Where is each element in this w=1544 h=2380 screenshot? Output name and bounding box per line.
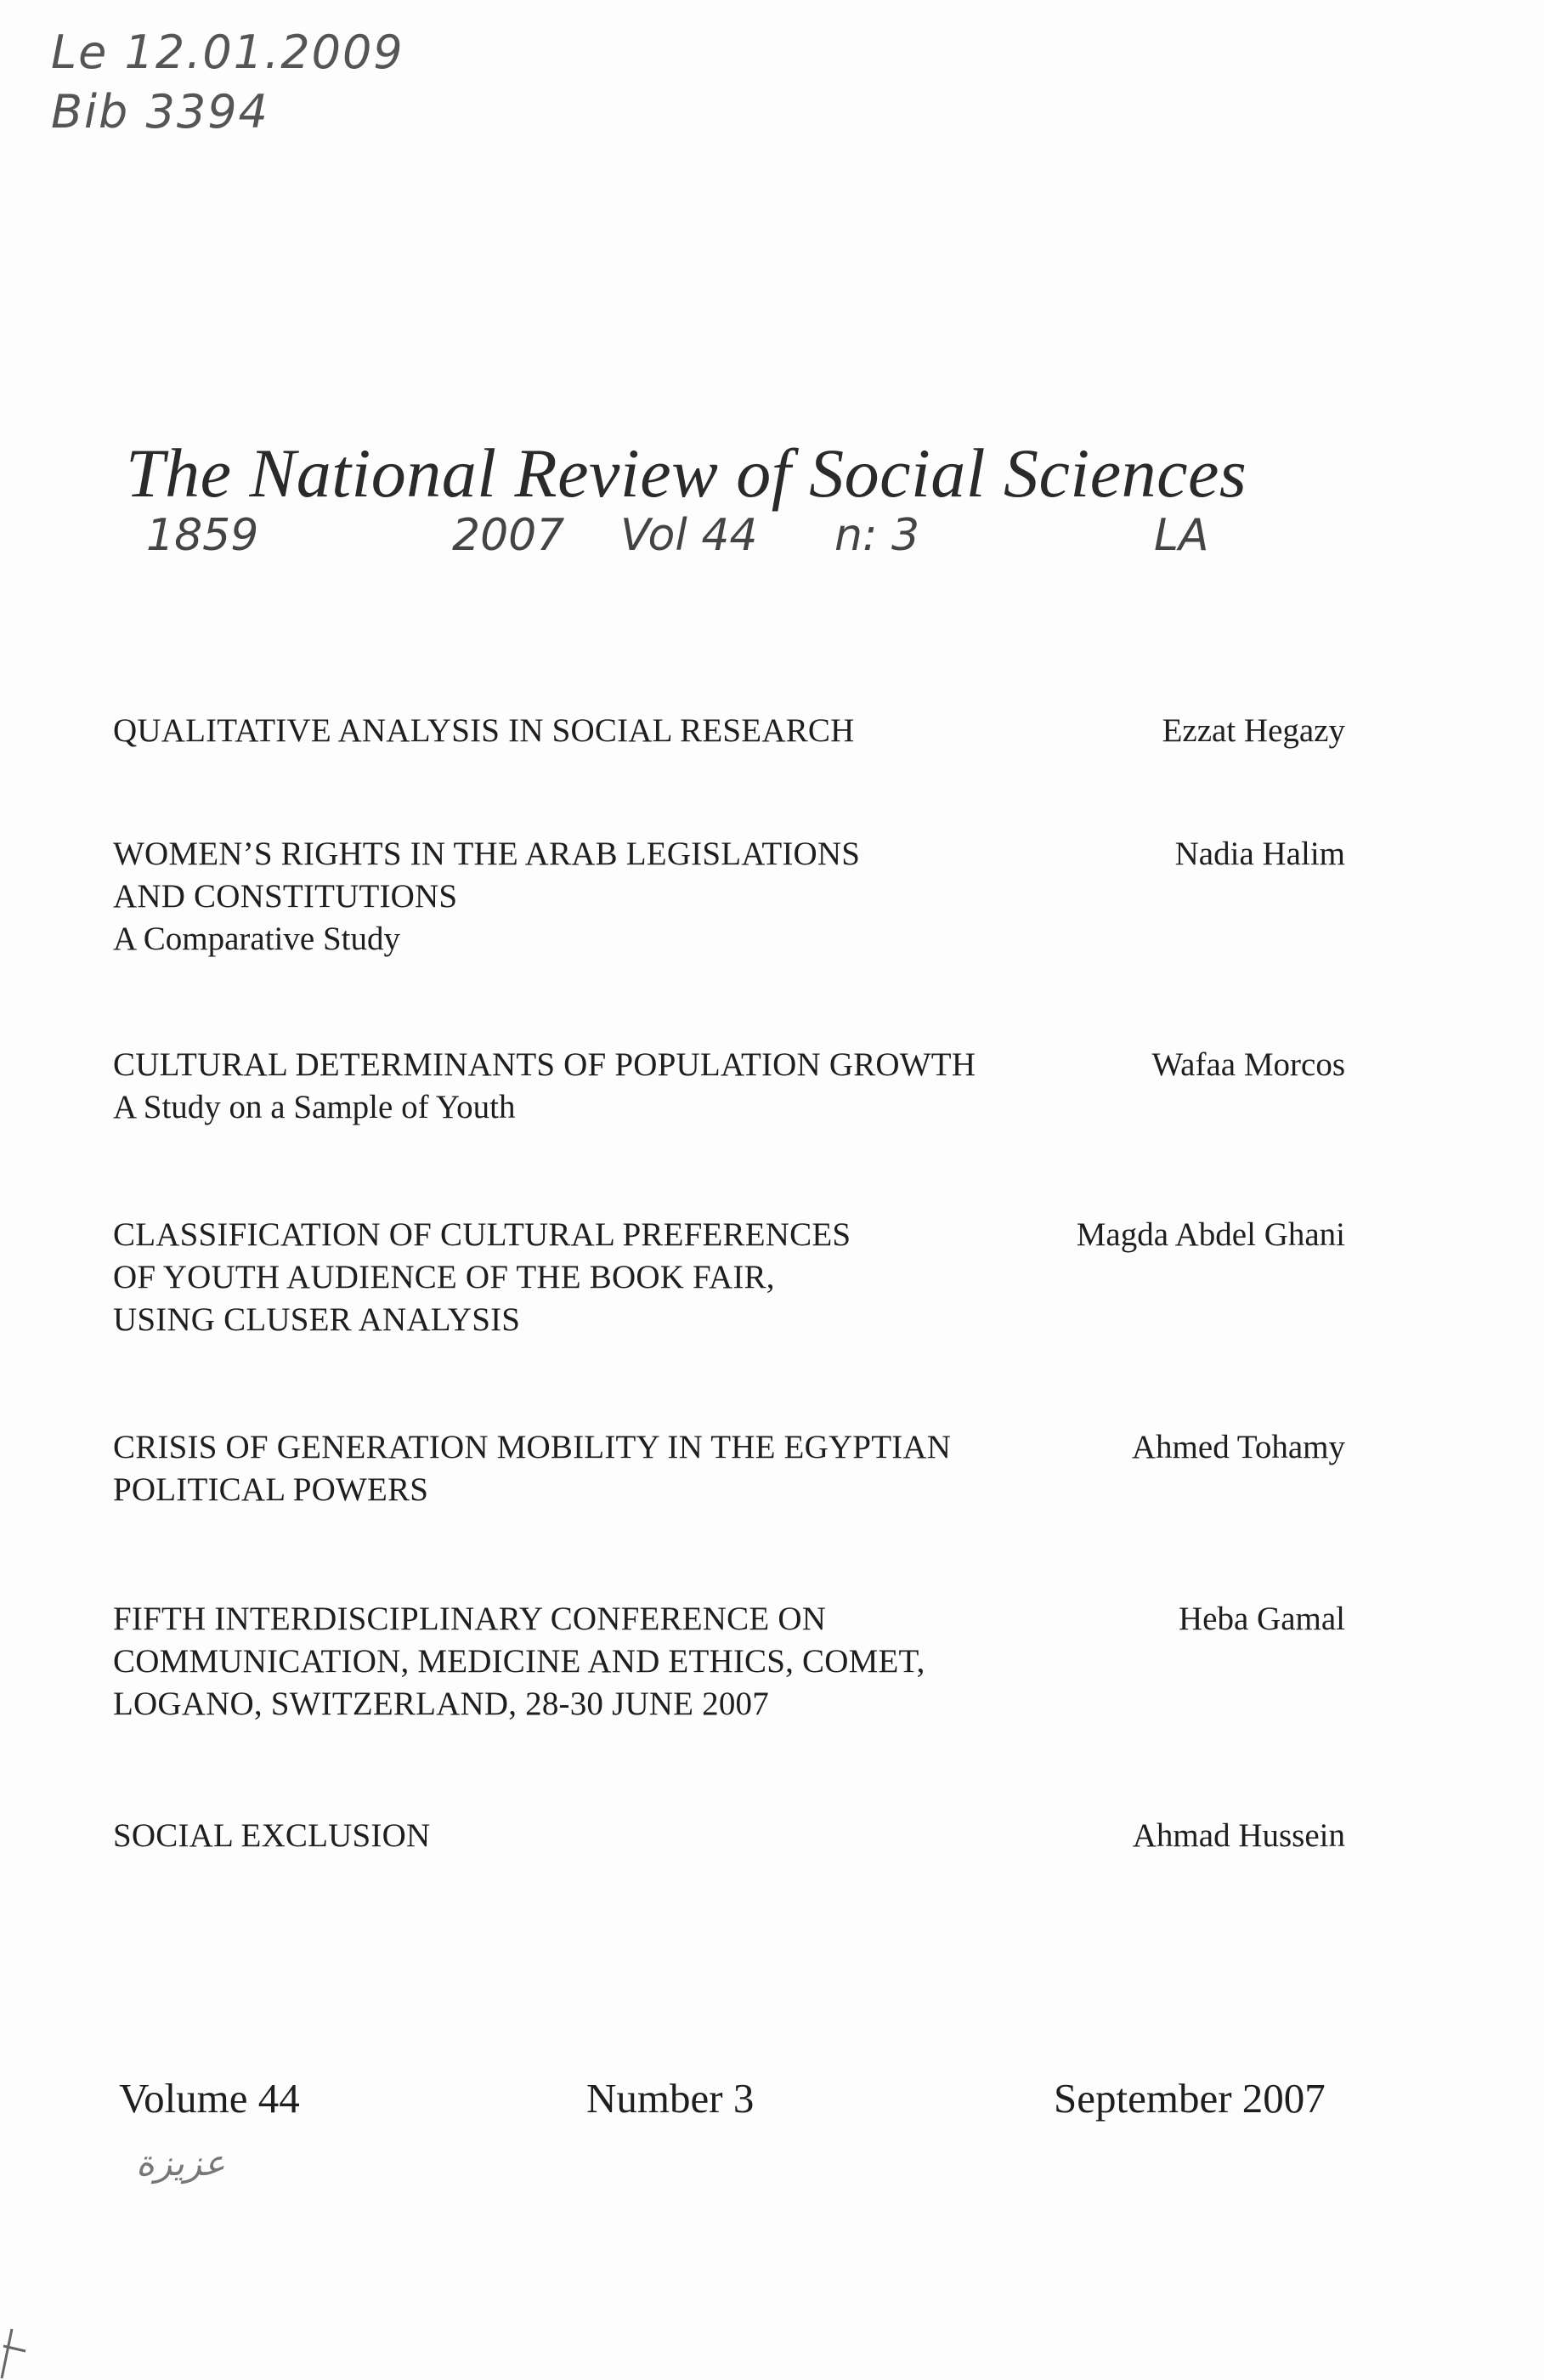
issue-footer	[0, 2074, 1544, 2142]
catalog-volume: Vol 44	[620, 510, 758, 561]
journal-title: The National Review of Social Sciences	[126, 434, 1247, 512]
article-entry	[113, 1044, 1345, 1129]
handwritten-receipt-date: Le 12.01.2009	[51, 26, 404, 79]
handwritten-catalog-row	[0, 510, 1544, 586]
article-author: Ezzat Hegazy	[1162, 712, 1345, 749]
article-entry	[113, 1214, 1345, 1341]
article-title-line: OF YOUTH AUDIENCE OF THE BOOK FAIR,	[113, 1259, 775, 1295]
article-author: Wafaa Morcos	[1151, 1046, 1345, 1083]
issue-volume: Volume 44	[119, 2075, 300, 2122]
article-author: Nadia Halim	[1174, 836, 1345, 872]
article-entry	[113, 710, 1345, 752]
article-title-line: WOMEN’S RIGHTS IN THE ARAB LEGISLATIONS	[113, 836, 861, 872]
handwritten-bib-number: Bib 3394	[51, 85, 269, 139]
article-title-line: POLITICAL POWERS	[113, 1471, 429, 1508]
article-title-line: COMMUNICATION, MEDICINE AND ETHICS, COMET,	[113, 1643, 925, 1680]
article-author: Magda Abdel Ghani	[1076, 1216, 1345, 1253]
article-entry	[113, 833, 1345, 960]
pen-mark-icon	[0, 2312, 34, 2380]
article-title-line: FIFTH INTERDISCIPLINARY CONFERENCE ON	[113, 1601, 827, 1637]
article-entry	[113, 1598, 1345, 1726]
catalog-year: 2007	[452, 510, 565, 561]
article-title-line: LOGANO, SWITZERLAND, 28-30 JUNE 2007	[113, 1686, 769, 1722]
article-title-line: CULTURAL DETERMINANTS OF POPULATION GROWTH	[113, 1046, 976, 1083]
article-title-line: QUALITATIVE ANALYSIS IN SOCIAL RESEARCH	[113, 712, 855, 749]
article-entry	[113, 1815, 1345, 1857]
article-subtitle: A Study on a Sample of Youth	[113, 1089, 516, 1125]
article-title-line: USING CLUSER ANALYSIS	[113, 1301, 521, 1338]
article-author: Ahmed Tohamy	[1131, 1429, 1345, 1465]
article-author: Heba Gamal	[1179, 1601, 1345, 1637]
handwritten-arabic-note: عزيزة	[136, 2142, 226, 2184]
catalog-issn: 1859	[146, 510, 259, 561]
catalog-number: n: 3	[834, 510, 920, 561]
article-title-line: SOCIAL EXCLUSION	[113, 1817, 431, 1854]
article-entry	[113, 1426, 1345, 1511]
article-author: Ahmad Hussein	[1132, 1817, 1345, 1854]
article-title-line: CRISIS OF GENERATION MOBILITY IN THE EGYPTIAN	[113, 1429, 952, 1465]
article-title-line: CLASSIFICATION OF CULTURAL PREFERENCES	[113, 1216, 851, 1253]
issue-number: Number 3	[586, 2075, 755, 2122]
article-subtitle: A Comparative Study	[113, 921, 400, 957]
issue-date: September 2007	[1054, 2075, 1326, 2122]
catalog-code: LA	[1154, 510, 1209, 561]
article-title-line: AND CONSTITUTIONS	[113, 878, 458, 915]
